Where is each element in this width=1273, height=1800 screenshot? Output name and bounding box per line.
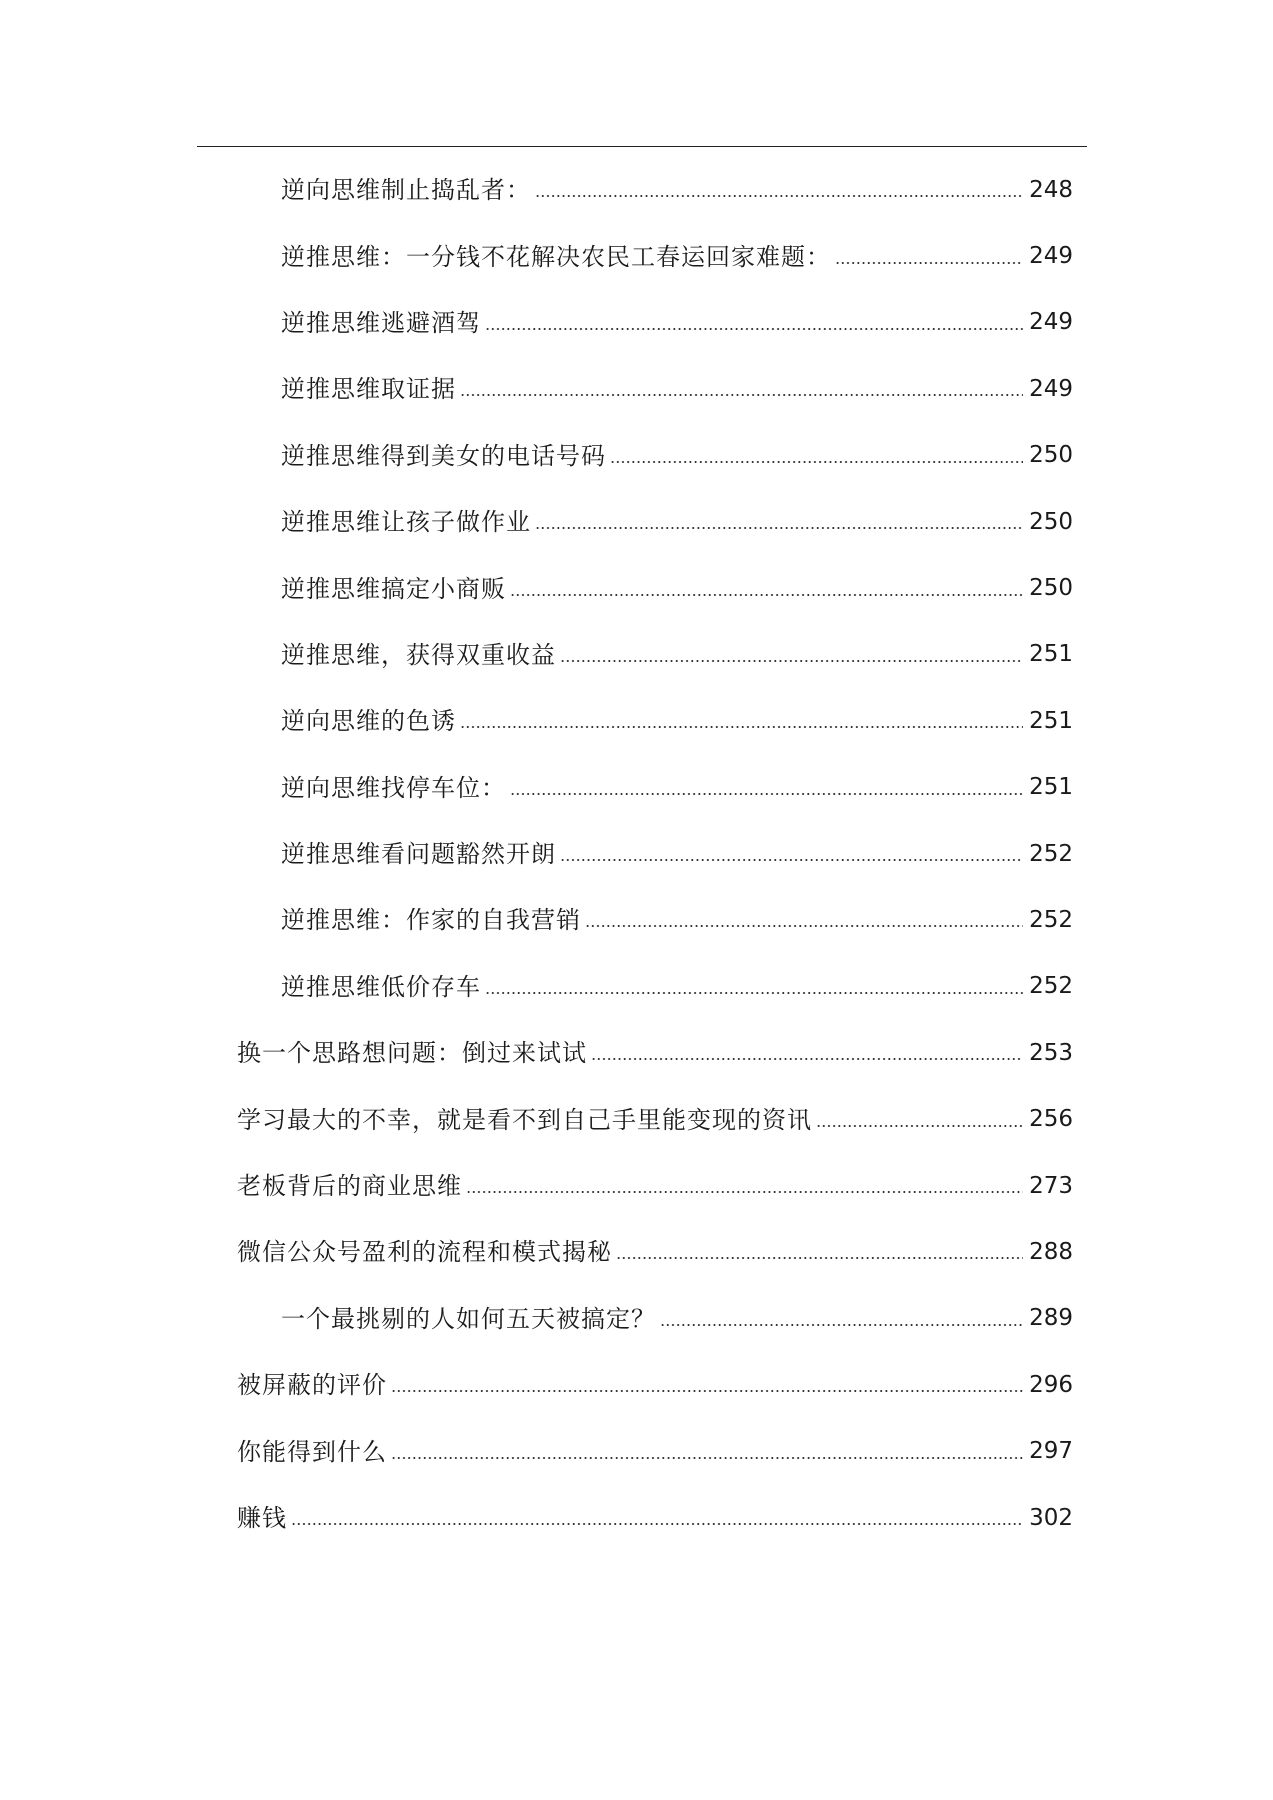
toc-entry-title: 逆向思维找停车位： xyxy=(281,773,506,802)
toc-entry[interactable] xyxy=(0,688,1273,754)
table-of-contents xyxy=(0,157,1273,1551)
toc-entry-title: 逆推思维：一分钱不花解决农民工春运回家难题： xyxy=(281,242,831,271)
toc-entry-title: 赚钱 xyxy=(237,1504,287,1532)
toc-entry[interactable] xyxy=(0,223,1273,289)
toc-page-number: 250 xyxy=(1029,575,1073,602)
toc-entry-title: 被屏蔽的评价 xyxy=(237,1371,387,1400)
toc-entry[interactable] xyxy=(0,1153,1273,1219)
toc-page-number: 252 xyxy=(1029,840,1073,867)
toc-page-number: 289 xyxy=(1029,1305,1073,1332)
toc-entry[interactable] xyxy=(0,356,1273,422)
toc-entry[interactable] xyxy=(0,555,1273,621)
toc-page-number: 249 xyxy=(1029,243,1073,270)
toc-dot-leader xyxy=(616,1246,1023,1270)
toc-page-number: 248 xyxy=(1029,176,1073,203)
toc-entry-title: 逆推思维看问题豁然开朗 xyxy=(281,840,556,869)
toc-page-number: 302 xyxy=(1029,1504,1073,1531)
toc-entry[interactable] xyxy=(0,1352,1273,1418)
toc-entry-title: 一个最挑剔的人如何五天被搞定？ xyxy=(281,1304,656,1333)
toc-dot-leader xyxy=(510,782,1023,806)
toc-page-number: 273 xyxy=(1029,1172,1073,1199)
toc-entry-title: 逆推思维取证据 xyxy=(281,375,456,404)
toc-dot-leader xyxy=(460,383,1023,407)
toc-entry-title: 微信公众号盈利的流程和模式揭秘 xyxy=(237,1238,612,1267)
toc-page-number: 297 xyxy=(1029,1438,1073,1465)
toc-dot-leader xyxy=(835,251,1023,275)
toc-entry-title: 逆推思维搞定小商贩 xyxy=(281,574,506,603)
toc-entry-title: 老板背后的商业思维 xyxy=(237,1172,462,1201)
toc-dot-leader xyxy=(485,981,1023,1005)
toc-dot-leader xyxy=(535,516,1023,540)
toc-entry[interactable] xyxy=(0,423,1273,489)
toc-entry[interactable] xyxy=(0,1219,1273,1285)
toc-dot-leader xyxy=(660,1313,1023,1337)
toc-page-number: 250 xyxy=(1029,442,1073,469)
toc-entry[interactable] xyxy=(0,1418,1273,1484)
toc-dot-leader xyxy=(591,1047,1023,1071)
toc-entry-title: 逆向思维制止捣乱者： xyxy=(281,176,531,205)
toc-entry[interactable] xyxy=(0,1020,1273,1086)
toc-page-number: 296 xyxy=(1029,1371,1073,1398)
toc-page-number: 256 xyxy=(1029,1106,1073,1133)
toc-dot-leader xyxy=(466,1180,1023,1204)
toc-dot-leader xyxy=(560,848,1023,872)
toc-page-number: 252 xyxy=(1029,973,1073,1000)
toc-entry-title: 逆推思维让孩子做作业 xyxy=(281,508,531,537)
toc-entry[interactable] xyxy=(0,954,1273,1020)
toc-dot-leader xyxy=(816,1114,1023,1138)
toc-dot-leader xyxy=(291,1512,1023,1536)
toc-entry-title: 逆推思维低价存车 xyxy=(281,972,481,1001)
toc-page-number: 252 xyxy=(1029,906,1073,933)
toc-dot-leader xyxy=(585,914,1023,938)
toc-entry[interactable] xyxy=(0,489,1273,555)
toc-entry[interactable] xyxy=(0,157,1273,223)
toc-entry[interactable] xyxy=(0,1286,1273,1352)
toc-entry[interactable] xyxy=(0,290,1273,356)
toc-entry-title: 逆推思维：作家的自我营销 xyxy=(281,906,581,935)
toc-entry[interactable] xyxy=(0,821,1273,887)
toc-page-number: 253 xyxy=(1029,1039,1073,1066)
toc-entry-title: 逆推思维，获得双重收益 xyxy=(281,640,556,669)
toc-dot-leader xyxy=(535,184,1023,208)
toc-entry-title: 逆推思维得到美女的电话号码 xyxy=(281,441,606,470)
toc-dot-leader xyxy=(560,649,1023,673)
toc-dot-leader xyxy=(485,317,1023,341)
toc-page-number: 288 xyxy=(1029,1238,1073,1265)
toc-entry-title: 逆推思维逃避酒驾 xyxy=(281,308,481,337)
toc-page-number: 249 xyxy=(1029,309,1073,336)
toc-entry[interactable] xyxy=(0,622,1273,688)
toc-entry[interactable] xyxy=(0,1485,1273,1551)
toc-entry-title: 换一个思路想问题：倒过来试试 xyxy=(237,1039,587,1068)
toc-dot-leader xyxy=(391,1379,1023,1403)
toc-page-number: 251 xyxy=(1029,641,1073,668)
toc-dot-leader xyxy=(610,450,1023,474)
toc-dot-leader xyxy=(460,715,1023,739)
toc-entry-title: 你能得到什么 xyxy=(237,1437,387,1466)
toc-entry[interactable] xyxy=(0,755,1273,821)
toc-dot-leader xyxy=(510,583,1023,607)
toc-entry-title: 逆向思维的色诱 xyxy=(281,707,456,736)
toc-page-number: 249 xyxy=(1029,375,1073,402)
toc-page-number: 251 xyxy=(1029,707,1073,734)
toc-entry[interactable] xyxy=(0,887,1273,953)
toc-page-number: 250 xyxy=(1029,508,1073,535)
toc-entry[interactable] xyxy=(0,1086,1273,1152)
toc-page-number: 251 xyxy=(1029,774,1073,801)
header-rule xyxy=(197,146,1087,147)
toc-entry-title: 学习最大的不幸，就是看不到自己手里能变现的资讯 xyxy=(237,1105,812,1134)
toc-dot-leader xyxy=(391,1446,1023,1470)
